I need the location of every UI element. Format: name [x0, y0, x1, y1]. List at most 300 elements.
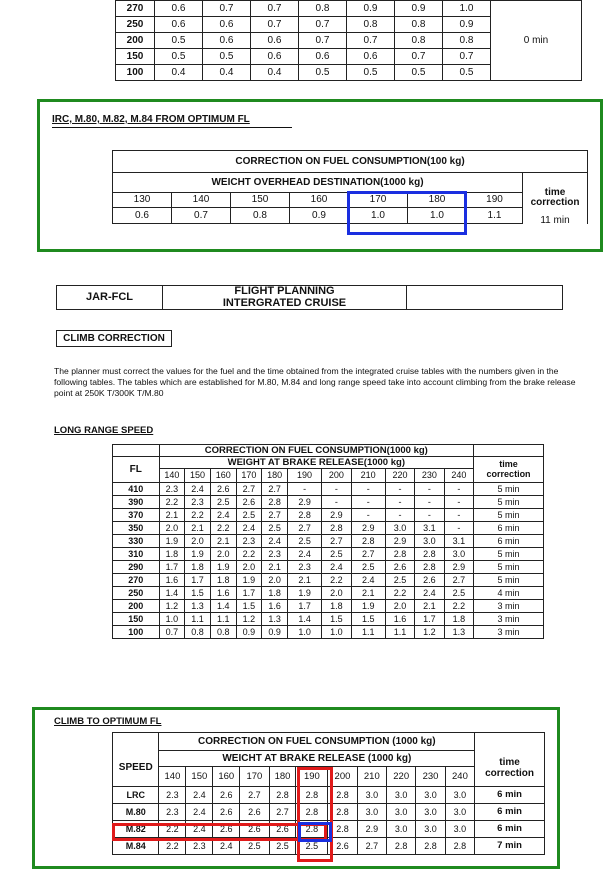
value-cell: 1.0	[287, 626, 321, 639]
value-cell: -	[385, 483, 414, 496]
speed-cell: M.82	[113, 821, 159, 838]
value-cell: 2.8	[322, 522, 351, 535]
value-cell: 3.0	[385, 522, 414, 535]
value-cell: 2.4	[185, 483, 211, 496]
weight-cell: 160	[210, 469, 236, 483]
value-cell: 1.3	[444, 626, 474, 639]
value-cell: 0.6	[251, 33, 299, 49]
fl-cell: 100	[113, 626, 160, 639]
co-highlight-m82-190	[298, 822, 332, 842]
time-cell: 3 min	[474, 600, 544, 613]
fl-cell: 370	[113, 509, 160, 522]
value-cell: 2.6	[240, 804, 269, 821]
value-cell: 3.0	[416, 804, 445, 821]
fl-cell: 150	[116, 49, 155, 65]
value-cell: 1.5	[185, 587, 211, 600]
weight-cell: 150	[186, 767, 213, 787]
value-cell: 0.7	[299, 33, 347, 49]
value-cell: 3.0	[416, 821, 445, 838]
value-cell: 2.4	[262, 535, 288, 548]
speed-cell: M.80	[113, 804, 159, 821]
value-cell: 2.5	[444, 587, 474, 600]
value-cell: 2.1	[185, 522, 211, 535]
long-range-title: LONG RANGE SPEED	[54, 425, 154, 436]
co-speed-label: SPEED	[113, 751, 159, 787]
weight-cell: 200	[328, 767, 357, 787]
value-cell: 1.1	[210, 613, 236, 626]
weight-cell: 220	[387, 767, 416, 787]
value-cell: 0.7	[203, 1, 251, 17]
value-cell: 1.6	[385, 613, 414, 626]
value-cell: 2.1	[210, 535, 236, 548]
value-cell: 2.6	[240, 821, 269, 838]
value-cell: 3.0	[387, 787, 416, 804]
value-cell: 2.3	[159, 804, 186, 821]
value-cell: 0.7	[443, 49, 491, 65]
value-cell: -	[322, 483, 351, 496]
table-row	[116, 1, 582, 17]
value-cell: 2.7	[322, 535, 351, 548]
time-cell: 6 min	[475, 821, 545, 838]
value-cell: 1.5	[322, 613, 351, 626]
value-cell: 3.0	[445, 787, 474, 804]
value-cell: 1.8	[322, 600, 351, 613]
weight-cell: 240	[445, 767, 474, 787]
value-cell: -	[415, 496, 444, 509]
value-cell: 1.9	[236, 574, 262, 587]
time-cell: 5 min	[474, 574, 544, 587]
fl-cell: 310	[113, 548, 160, 561]
fl-cell: 290	[113, 561, 160, 574]
value-cell: 2.4	[287, 548, 321, 561]
value-cell: 1.2	[159, 600, 185, 613]
value-cell: 1.9	[210, 561, 236, 574]
value-cell: 2.2	[385, 587, 414, 600]
irc-header-fuel: CORRECTION ON FUEL CONSUMPTION(100 kg)	[113, 151, 588, 173]
value-cell: 2.3	[159, 787, 186, 804]
value-cell: 2.7	[287, 522, 321, 535]
value-cell: 2.7	[262, 509, 288, 522]
value-cell: 2.0	[322, 587, 351, 600]
value-cell: -	[385, 509, 414, 522]
value-cell: 2.9	[385, 535, 414, 548]
weight-cell: 190	[287, 469, 321, 483]
weight-cell: 200	[322, 469, 351, 483]
value-cell: 3.0	[415, 535, 444, 548]
table-row	[113, 509, 544, 522]
fl-cell: 150	[113, 613, 160, 626]
value-cell: 1.8	[262, 587, 288, 600]
value-cell: 2.3	[287, 561, 321, 574]
value-cell: 3.0	[445, 821, 474, 838]
table-row	[113, 496, 544, 509]
value-cell: 2.0	[385, 600, 414, 613]
value-cell: 0.8	[347, 17, 395, 33]
value-cell: 1.9	[185, 548, 211, 561]
value-cell: 2.0	[185, 535, 211, 548]
time-cell: 5 min	[474, 496, 544, 509]
value-cell: 2.6	[213, 821, 240, 838]
fl-cell: 270	[116, 1, 155, 17]
speed-cell: LRC	[113, 787, 159, 804]
climb-correction-label: CLIMB CORRECTION	[56, 330, 172, 347]
value-cell: 1.5	[351, 613, 385, 626]
value-cell: 2.4	[186, 804, 213, 821]
value-cell: 2.2	[159, 496, 185, 509]
value-cell: 2.9	[444, 561, 474, 574]
value-cell: 0.4	[203, 65, 251, 81]
value-cell: -	[415, 483, 444, 496]
fl-cell: 200	[116, 33, 155, 49]
weight-cell: 130	[113, 193, 172, 208]
fl-cell: 250	[116, 17, 155, 33]
value-cell: 1.2	[415, 626, 444, 639]
fl-cell: 200	[113, 600, 160, 613]
value-cell: 2.5	[240, 838, 269, 855]
value-cell: 0.9	[443, 17, 491, 33]
value-cell: 1.6	[262, 600, 288, 613]
header-jar-fcl: JAR-FCL	[57, 286, 163, 310]
value-cell: -	[444, 496, 474, 509]
table-row	[113, 483, 544, 496]
value-cell: 2.6	[328, 838, 357, 855]
value-cell: 2.2	[159, 838, 186, 855]
weight-cell: 150	[231, 193, 290, 208]
time-cell: 3 min	[474, 613, 544, 626]
long-range-table	[112, 444, 544, 639]
value-cell: 2.2	[185, 509, 211, 522]
value-cell: 2.4	[186, 821, 213, 838]
value-cell: 0.5	[155, 33, 203, 49]
value-cell: 1.1	[185, 613, 211, 626]
value-cell: 1.7	[185, 574, 211, 587]
weight-cell: 220	[385, 469, 414, 483]
table-row	[113, 561, 544, 574]
value-cell: 2.5	[210, 496, 236, 509]
climb-correction-paragraph: The planner must correct the values for the fuel and the time obtained from the integrated cruise tables with the numbers given in the following tables. The tables which are established for M.80, M.84 and long range speed take into account climbing from the brake release point at 250K T/300K T/M.80	[54, 366, 576, 398]
speed-cell: M.84	[113, 838, 159, 855]
value-cell: -	[351, 509, 385, 522]
value-cell: 0.7	[299, 17, 347, 33]
irc-header-weight: WEICHT OVERHEAD DESTINATION(1000 kg)	[113, 173, 523, 193]
value-cell: 2.2	[444, 600, 474, 613]
weight-cell: 190	[296, 767, 328, 787]
value-cell: 0.4	[251, 65, 299, 81]
weight-cell: 230	[416, 767, 445, 787]
weight-cell: 150	[185, 469, 211, 483]
value-cell: 1.9	[351, 600, 385, 613]
value-cell: 2.2	[159, 821, 186, 838]
time-cell: 5 min	[474, 509, 544, 522]
value-cell: 3.0	[387, 821, 416, 838]
table-row	[113, 587, 544, 600]
value-cell: 2.7	[357, 838, 386, 855]
value-cell: 0.6	[113, 208, 172, 224]
value-cell: 2.9	[287, 496, 321, 509]
value-cell: 0.9	[236, 626, 262, 639]
value-cell: 1.5	[236, 600, 262, 613]
value-cell: 2.3	[185, 496, 211, 509]
weight-cell: 140	[172, 193, 231, 208]
value-cell: 0.7	[172, 208, 231, 224]
value-cell: 1.0	[443, 1, 491, 17]
value-cell: 0.5	[299, 65, 347, 81]
value-cell: 2.6	[210, 483, 236, 496]
value-cell: -	[385, 496, 414, 509]
fl-cell: 390	[113, 496, 160, 509]
value-cell: 1.0	[349, 208, 408, 224]
value-cell: 1.7	[415, 613, 444, 626]
value-cell: 3.0	[387, 804, 416, 821]
value-cell: 0.8	[210, 626, 236, 639]
value-cell: 2.3	[236, 535, 262, 548]
lr-header-weight: WEIGHT AT BRAKE RELEASE(1000 kg)	[159, 457, 474, 469]
value-cell: 2.8	[328, 787, 357, 804]
value-cell: 2.8	[328, 804, 357, 821]
value-cell: 0.7	[251, 1, 299, 17]
value-cell: 1.6	[159, 574, 185, 587]
value-cell: 1.7	[287, 600, 321, 613]
table-row	[113, 522, 544, 535]
value-cell: 0.8	[443, 33, 491, 49]
value-cell: 2.1	[351, 587, 385, 600]
irc-title: IRC, M.80, M.82, M.84 FROM OPTIMUM FL	[52, 114, 250, 125]
value-cell: 2.3	[159, 483, 185, 496]
value-cell: 0.6	[155, 1, 203, 17]
weight-cell: 140	[159, 469, 185, 483]
value-cell: 0.6	[347, 49, 395, 65]
value-cell: -	[322, 496, 351, 509]
value-cell: -	[444, 522, 474, 535]
value-cell: -	[287, 483, 321, 496]
value-cell: 2.0	[159, 522, 185, 535]
value-cell: 2.6	[385, 561, 414, 574]
fl-cell: 100	[116, 65, 155, 81]
weight-cell: 170	[236, 469, 262, 483]
climb-optimum-title: CLIMB TO OPTIMUM FL	[54, 716, 162, 727]
value-cell: 1.8	[185, 561, 211, 574]
header-right	[407, 286, 563, 310]
value-cell: 3.0	[416, 787, 445, 804]
table-row	[113, 574, 544, 587]
value-cell: 1.3	[185, 600, 211, 613]
value-cell: 1.9	[159, 535, 185, 548]
value-cell: 0.4	[155, 65, 203, 81]
weight-cell: 180	[262, 469, 288, 483]
time-cell: 6 min	[475, 804, 545, 821]
header-title: FLIGHT PLANNING INTERGRATED CRUISE	[163, 286, 407, 310]
weight-cell: 170	[240, 767, 269, 787]
value-cell: 3.0	[357, 787, 386, 804]
value-cell: 2.2	[210, 522, 236, 535]
top-fuel-table	[115, 0, 582, 81]
time-cell: 6 min	[475, 787, 545, 804]
value-cell: 2.0	[236, 561, 262, 574]
value-cell: 2.7	[351, 548, 385, 561]
value-cell: 1.9	[287, 587, 321, 600]
value-cell: 1.0	[159, 613, 185, 626]
value-cell: 2.8	[351, 535, 385, 548]
value-cell: 2.8	[296, 787, 328, 804]
irc-title-underline	[52, 127, 292, 128]
value-cell: 0.6	[203, 17, 251, 33]
value-cell: 2.8	[385, 548, 414, 561]
value-cell: 2.7	[236, 483, 262, 496]
time-cell: 6 min	[474, 535, 544, 548]
value-cell: 3.1	[444, 535, 474, 548]
value-cell: 2.9	[322, 509, 351, 522]
value-cell: 2.4	[186, 787, 213, 804]
value-cell: 2.5	[385, 574, 414, 587]
value-cell: 2.5	[269, 838, 296, 855]
time-cell: 5 min	[474, 548, 544, 561]
value-cell: 1.1	[467, 208, 523, 224]
value-cell: 2.1	[159, 509, 185, 522]
value-cell: 2.5	[351, 561, 385, 574]
value-cell: 2.5	[236, 509, 262, 522]
value-cell: 2.7	[444, 574, 474, 587]
value-cell: 1.1	[351, 626, 385, 639]
weight-cell: 210	[351, 469, 385, 483]
value-cell: 2.4	[213, 838, 240, 855]
time-cell: 5 min	[474, 561, 544, 574]
value-cell: 2.1	[415, 600, 444, 613]
value-cell: 0.8	[395, 17, 443, 33]
value-cell: 1.6	[210, 587, 236, 600]
value-cell: 0.5	[395, 65, 443, 81]
time-cell: 5 min	[474, 483, 544, 496]
fl-cell: 250	[113, 587, 160, 600]
table-row	[113, 613, 544, 626]
value-cell: 2.4	[210, 509, 236, 522]
irc-time-header: time correction	[523, 173, 588, 224]
page-header	[56, 285, 563, 310]
value-cell: 0.7	[251, 17, 299, 33]
value-cell: 2.8	[387, 838, 416, 855]
value-cell: 2.8	[328, 821, 357, 838]
value-cell: 1.0	[322, 626, 351, 639]
value-cell: 2.3	[262, 548, 288, 561]
value-cell: 2.5	[296, 838, 328, 855]
weight-cell: 160	[213, 767, 240, 787]
value-cell: 0.5	[443, 65, 491, 81]
value-cell: 0.8	[299, 1, 347, 17]
value-cell: 3.0	[445, 804, 474, 821]
irc-time-value: 11 min	[523, 215, 587, 226]
value-cell: 2.4	[236, 522, 262, 535]
value-cell: 3.1	[415, 522, 444, 535]
value-cell: 1.3	[262, 613, 288, 626]
value-cell: -	[444, 509, 474, 522]
value-cell: -	[415, 509, 444, 522]
co-highlight-190-column	[297, 767, 333, 862]
value-cell: -	[444, 483, 474, 496]
weight-cell: 140	[159, 767, 186, 787]
value-cell: 2.2	[322, 574, 351, 587]
value-cell: 2.6	[415, 574, 444, 587]
value-cell: 0.9	[262, 626, 288, 639]
weight-cell: 230	[415, 469, 444, 483]
value-cell: 2.4	[415, 587, 444, 600]
weight-cell: 240	[444, 469, 474, 483]
value-cell: 2.4	[322, 561, 351, 574]
value-cell: 1.8	[444, 613, 474, 626]
value-cell: 2.8	[269, 787, 296, 804]
value-cell: 2.6	[213, 804, 240, 821]
value-cell: 1.2	[236, 613, 262, 626]
value-cell: 2.6	[236, 496, 262, 509]
value-cell: 0.6	[155, 17, 203, 33]
value-cell: 2.0	[210, 548, 236, 561]
value-cell: 1.4	[210, 600, 236, 613]
fl-cell: 350	[113, 522, 160, 535]
value-cell: 0.8	[185, 626, 211, 639]
value-cell: 2.7	[262, 483, 288, 496]
value-cell: 2.8	[296, 821, 328, 838]
co-time-header: time correction	[475, 751, 545, 787]
value-cell: 2.8	[415, 561, 444, 574]
value-cell: 2.7	[269, 804, 296, 821]
time-cell: 7 min	[475, 838, 545, 855]
value-cell: 2.2	[236, 548, 262, 561]
value-cell: 2.8	[262, 496, 288, 509]
value-cell: 2.5	[322, 548, 351, 561]
value-cell: 1.8	[210, 574, 236, 587]
fl-cell: 270	[113, 574, 160, 587]
weight-cell: 170	[349, 193, 408, 208]
fl-cell: 330	[113, 535, 160, 548]
value-cell: 0.5	[155, 49, 203, 65]
value-cell: 0.8	[231, 208, 290, 224]
value-cell: 0.5	[203, 49, 251, 65]
value-cell: 0.7	[159, 626, 185, 639]
lr-time-header: time correction	[474, 457, 544, 483]
weight-cell: 160	[290, 193, 349, 208]
table-row	[113, 548, 544, 561]
value-cell: 2.8	[445, 838, 474, 855]
value-cell: 2.5	[262, 522, 288, 535]
value-cell: 2.6	[213, 787, 240, 804]
value-cell: 2.3	[186, 838, 213, 855]
weight-cell: 190	[467, 193, 523, 208]
value-cell: -	[351, 483, 385, 496]
table-row	[113, 600, 544, 613]
lr-fl-label: FL	[113, 457, 160, 483]
value-cell: 0.6	[203, 33, 251, 49]
co-highlight-m82-row	[112, 823, 327, 841]
time-cell: 6 min	[474, 522, 544, 535]
value-cell: 0.6	[299, 49, 347, 65]
value-cell: 3.0	[357, 804, 386, 821]
value-cell: 0.9	[347, 1, 395, 17]
table-row	[113, 535, 544, 548]
value-cell: 0.9	[290, 208, 349, 224]
value-cell: -	[351, 496, 385, 509]
value-cell: 0.7	[347, 33, 395, 49]
co-header-fuel: CORRECTION ON FUEL CONSUMPTION (1000 kg)	[159, 733, 475, 751]
value-cell: 2.6	[269, 821, 296, 838]
value-cell: 1.4	[159, 587, 185, 600]
value-cell: 2.8	[287, 509, 321, 522]
value-cell: 0.8	[395, 33, 443, 49]
value-cell: 2.1	[262, 561, 288, 574]
value-cell: 2.4	[351, 574, 385, 587]
time-cell: 3 min	[474, 626, 544, 639]
value-cell: 2.0	[262, 574, 288, 587]
value-cell: 2.9	[357, 821, 386, 838]
table-row	[113, 626, 544, 639]
value-cell: 0.9	[395, 1, 443, 17]
